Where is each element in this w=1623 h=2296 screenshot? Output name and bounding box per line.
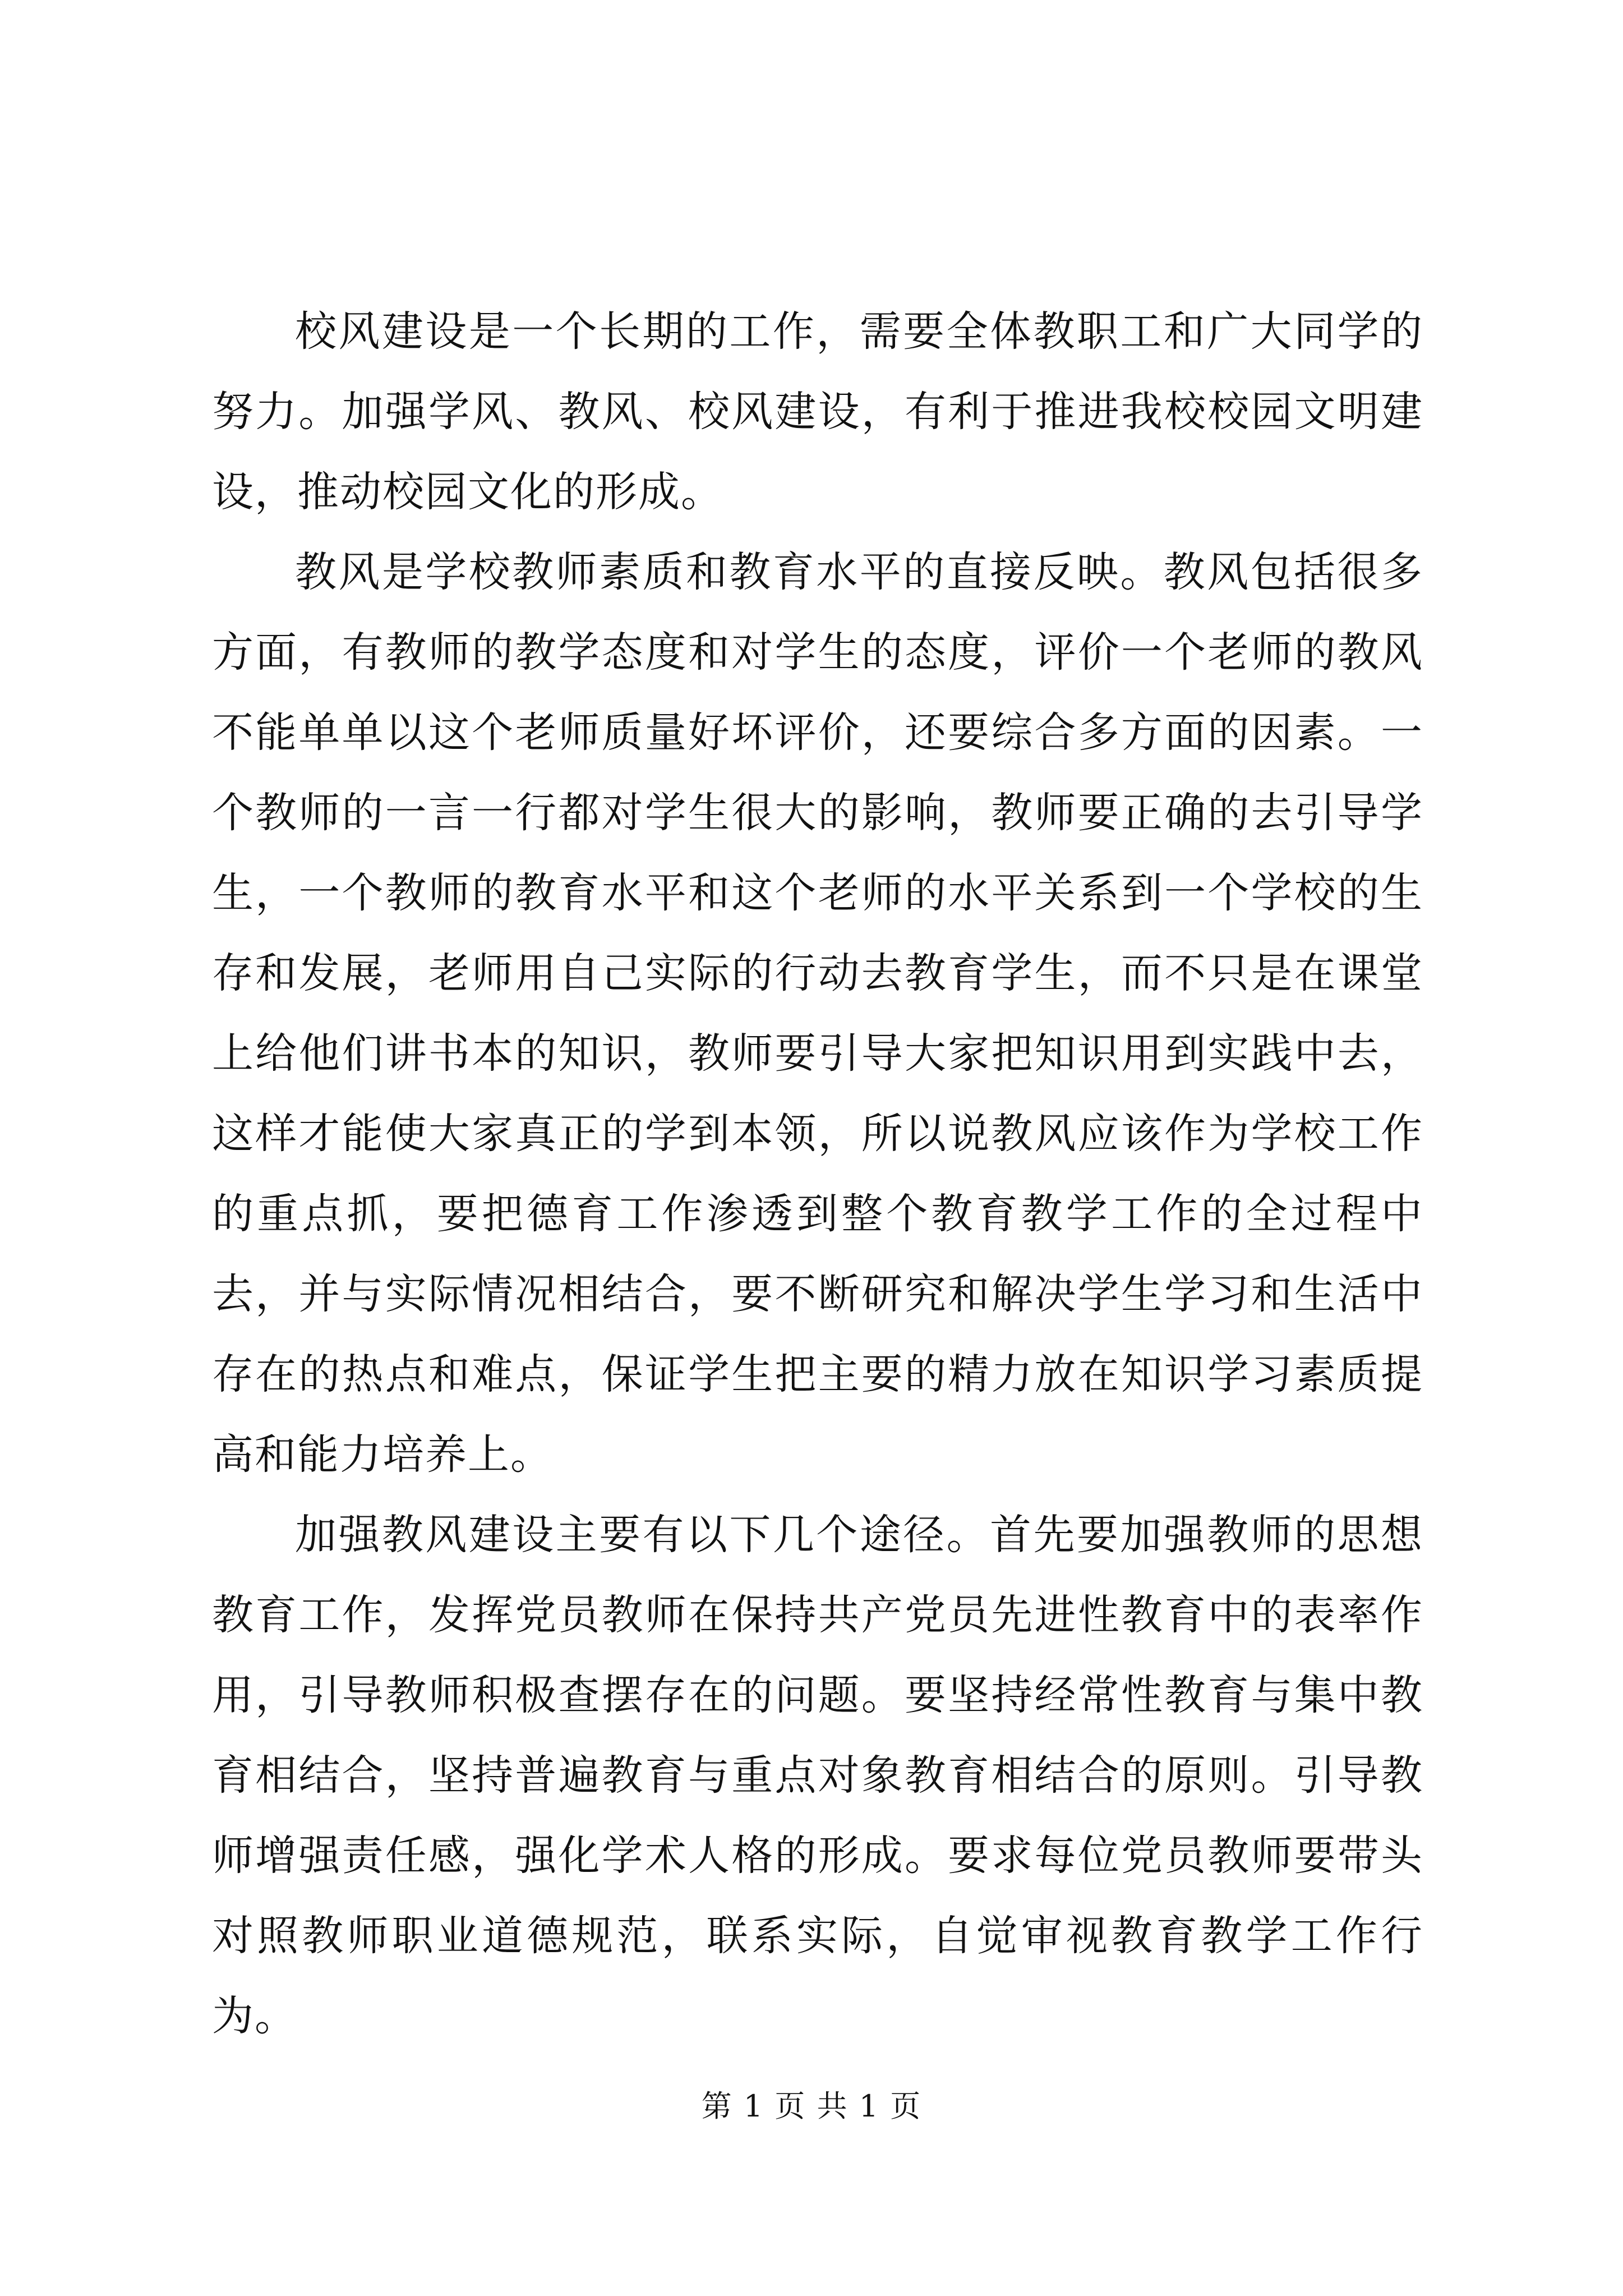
paragraph-1: 校风建设是一个长期的工作，需要全体教职工和广大同学的努力。加强学风、教风、校风建设，有利于推进我校校园文明建设，推动校园文化的形成。 bbox=[212, 307, 1423, 516]
page-footer: 第 1 页 共 1 页 bbox=[701, 2088, 922, 2124]
document-body bbox=[212, 292, 1423, 2056]
paragraph-2: 教风是学校教师素质和教育水平的直接反映。教风包括很多方面，有教师的教学态度和对学生的态度，评价一个老师的教风不能单单以这个老师质量好坏评价，还要综合多方面的因素。一个教师的一言一行都对学生很大的影响，教师要正确的去引导学生，一个教师的教育水平和这个老师的水平关系到一个学校的生存和发展，老师用自己实际的行动去教育学生，而不只是在课堂上给他们讲书本的知识，教师要引导大家把知识用到实践中去，这样才能使大家真正的学到本领，所以说教风应该作为学校工作的重点抓，要把德育工作渗透到整个教育教学工作的全过程中去，并与实际情况相结合，要不断研究和解决学生学习和生活中存在的热点和难点，保证学生把主要的精力放在知识学习素质提高和能力培养上。 bbox=[212, 548, 1423, 1479]
paragraph-3: 加强教风建设主要有以下几个途径。首先要加强教师的思想教育工作，发挥党员教师在保持共产党员先进性教育中的表率作用，引导教师积极查摆存在的问题。要坚持经常性教育与集中教育相结合，坚持普遍教育与重点对象教育相结合的原则。引导教师增强责任感，强化学术人格的形成。要求每位党员教师要带头对照教师职业道德规范，联系实际，自觉审视教育教学工作行为。 bbox=[212, 1511, 1423, 2040]
